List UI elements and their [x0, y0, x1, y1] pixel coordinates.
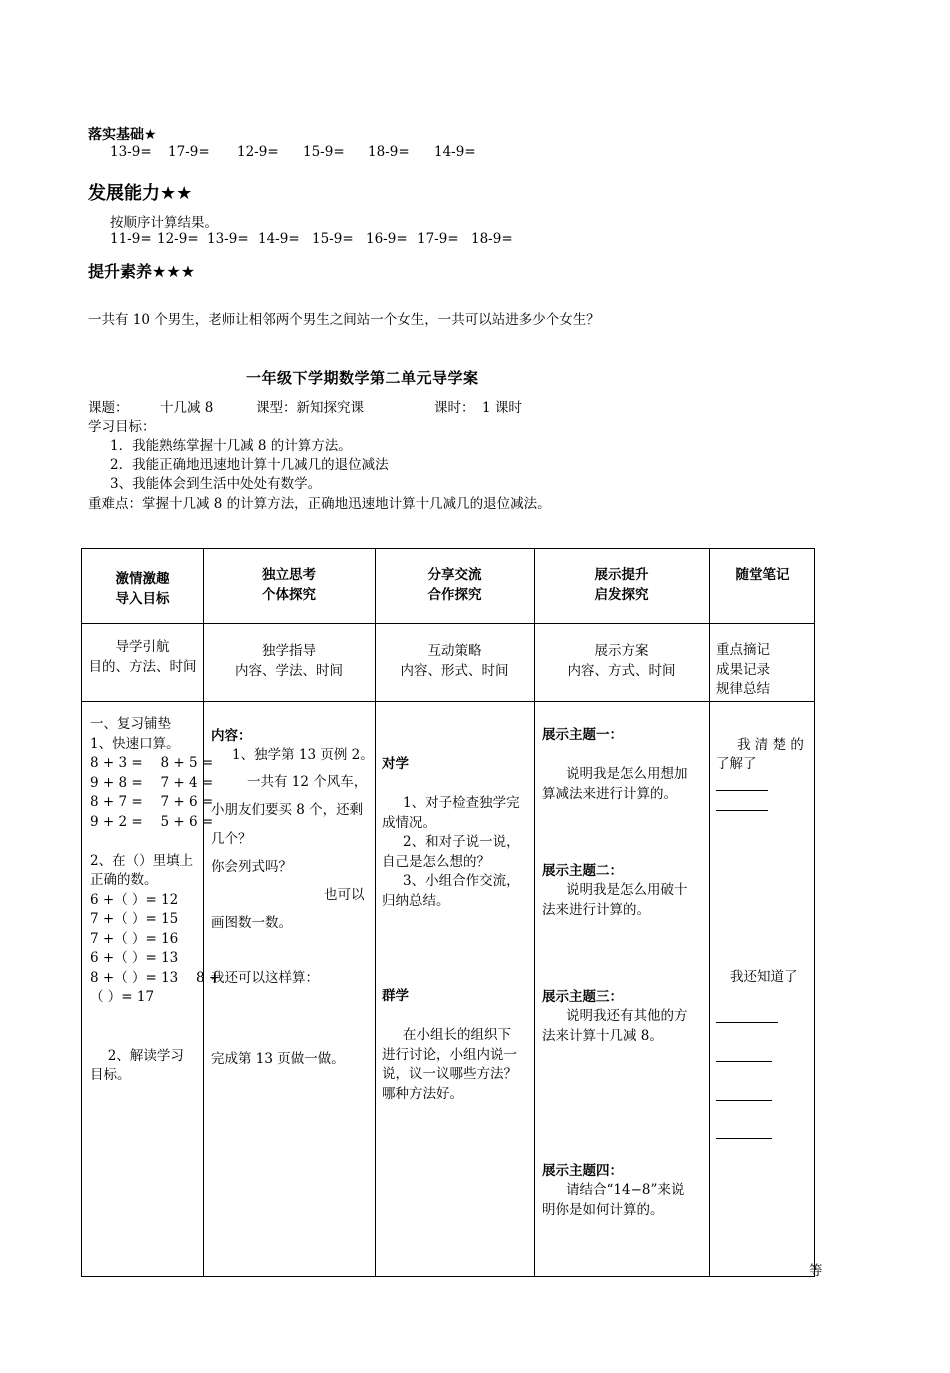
- subheader-cell: [375, 641, 534, 681]
- hours-label: 课时：: [434, 400, 475, 416]
- fill-item: 7 +（ ）= 15: [90, 911, 179, 927]
- subheader-line: 内容、形式、时间: [400, 663, 509, 679]
- subheader-line: 展示方案: [594, 643, 649, 659]
- oral-title: 1、快速口算。: [90, 735, 180, 752]
- goal-item: 1．我能熟练掌握十几减 8 的计算方法。: [110, 438, 352, 454]
- row-divider: [82, 701, 814, 702]
- key-points: 重难点：掌握十几减 8 的计算方法，正确地迅速地计算十几减几的退位减法。: [88, 496, 551, 512]
- fill-item: （ ）= 17: [90, 989, 155, 1005]
- show-line: 说明我是怎么用想加: [566, 766, 688, 782]
- notes-blank: [716, 1021, 778, 1023]
- subheader-cell: [203, 641, 375, 681]
- group-study-block: [382, 1026, 517, 1104]
- exercise-item: 16-9=: [366, 231, 408, 247]
- header-line: 独立思考: [262, 567, 316, 583]
- notes-clear: 了解了: [716, 756, 757, 772]
- pair-study-label: 对学: [382, 756, 409, 772]
- ability-instruction: 按顺序计算结果。: [110, 215, 218, 231]
- show-line: 算减法来进行计算的。: [542, 785, 677, 802]
- lesson-type: 课型：新知探究课: [256, 400, 364, 416]
- notes-clear: 我 清 楚 的: [737, 737, 804, 753]
- exercise-item: 15-9=: [303, 144, 345, 160]
- read-goals: 2、解读学习: [90, 1047, 184, 1064]
- subheader-cell: [534, 641, 709, 681]
- review-title: 一、复习铺垫: [90, 716, 171, 732]
- pair-study-line: 成情况。: [382, 814, 436, 831]
- subheader-line: 成果记录: [716, 661, 770, 678]
- show-line: 法来计算十几减 8。: [542, 1027, 663, 1044]
- topic-value: 十几减 8: [160, 400, 214, 416]
- self-study-line: 画图数一数。: [211, 915, 292, 931]
- show-theme-2: 展示主题二：: [542, 863, 623, 879]
- show-theme-2-text: [542, 881, 688, 920]
- exercise-item: 12-9=: [237, 144, 279, 160]
- fill-item: 7 +（ ）= 16: [90, 930, 179, 947]
- group-study-line: 哪种方法好。: [382, 1085, 463, 1102]
- exercise-item: 12-9=: [157, 231, 199, 247]
- goals-label: 学习目标：: [88, 419, 156, 435]
- subheader-line: 重点摘记: [716, 642, 770, 658]
- oral-item: 8 + 7 = 7 + 6 =: [90, 794, 214, 810]
- header-line: 个体探究: [262, 587, 316, 603]
- show-line: 说明我还有其他的方: [566, 1008, 688, 1024]
- self-study-line: 小朋友们要买 8 个，还剩: [211, 802, 364, 818]
- header-cell: [709, 565, 816, 585]
- oral-item: 9 + 8 = 7 + 4 =: [90, 774, 214, 791]
- header-line: 启发探究: [594, 587, 649, 603]
- header-line: 合作探究: [427, 587, 482, 603]
- review-column: [90, 715, 220, 1086]
- subheader-line: 独学指导: [262, 643, 316, 659]
- subheader-cell: [716, 641, 770, 700]
- header-cell: [534, 565, 709, 605]
- show-theme-1-text: [542, 765, 688, 804]
- group-study-line: 进行讨论，小组内说一: [382, 1046, 517, 1063]
- exercise-item: 18-9=: [368, 144, 410, 160]
- pair-study-line: 自己是怎么想的？: [382, 853, 490, 870]
- self-study-line: 1、独学第 13 页例 2。: [232, 747, 374, 763]
- goal-item: 3、我能体会到生活中处处有数学。: [110, 476, 322, 492]
- exercise-item: 14-9=: [434, 144, 476, 160]
- fill-title: 正确的数。: [90, 872, 158, 888]
- show-theme-1: 展示主题一：: [542, 727, 623, 743]
- exercise-item: 13-9=: [110, 144, 152, 160]
- show-theme-4-text: [542, 1181, 684, 1220]
- notes-blank: [716, 1060, 772, 1062]
- fill-item: 6 +（ ）= 13: [90, 950, 179, 966]
- notes-know: 我还知道了: [730, 969, 798, 985]
- show-theme-3: 展示主题三：: [542, 989, 623, 1005]
- show-line: 说明我是怎么用破十: [566, 882, 688, 898]
- trailing-text: 等: [809, 1263, 823, 1279]
- self-study-line: 也可以: [324, 887, 365, 903]
- fill-title: 2、在（）里填上: [90, 852, 194, 869]
- goal-item: 2．我能正确地迅速地计算十几减几的退位减法: [110, 457, 389, 473]
- exercise-item: 18-9=: [471, 231, 513, 247]
- notes-blank: [716, 809, 768, 811]
- pair-study-line: 3、小组合作交流，: [403, 873, 520, 889]
- subheader-line: 导学引航: [115, 639, 170, 655]
- exercise-item: 15-9=: [312, 231, 354, 247]
- subheader-line: 规律总结: [716, 681, 770, 697]
- fill-item: 8 +（ ）= 13 8 +: [90, 969, 221, 986]
- exercise-item: 17-9=: [168, 144, 210, 160]
- pair-study-block: [382, 794, 520, 911]
- header-cell: [203, 565, 375, 605]
- notes-blank: [716, 789, 768, 791]
- header-cell: [375, 565, 534, 605]
- section-heading-literacy: 提升素养★★★: [88, 262, 196, 281]
- pair-study-line: 归纳总结。: [382, 892, 450, 909]
- header-line: 随堂笔记: [735, 567, 790, 583]
- topic-label: 课题：: [88, 400, 129, 416]
- section-heading-ability: 发展能力★★: [88, 183, 193, 204]
- spacer: [90, 1008, 220, 1047]
- hours-value: 1 课时: [482, 400, 522, 416]
- subheader-line: 目的、方法、时间: [88, 659, 197, 675]
- exercise-item: 13-9=: [207, 231, 249, 247]
- show-line: 法来进行计算的。: [542, 901, 650, 918]
- self-study-line: 一共有 12 个风车，: [247, 774, 368, 790]
- content-label: 内容：: [211, 728, 252, 744]
- read-goals: 目标。: [90, 1067, 131, 1083]
- subheader-line: 内容、方式、时间: [567, 663, 676, 679]
- show-line: 明你是如何计算的。: [542, 1201, 664, 1218]
- subheader-line: 互动策略: [427, 643, 482, 659]
- group-study-line: 说，议一议哪些方法？: [382, 1066, 517, 1082]
- self-study-line: 完成第 13 页做一做。: [211, 1051, 345, 1067]
- spacer: [90, 832, 220, 852]
- exercise-item: 14-9=: [258, 231, 300, 247]
- notes-blank: [716, 1137, 772, 1139]
- column-divider: [709, 549, 710, 1276]
- notes-blank: [716, 1099, 772, 1101]
- header-line: 分享交流: [427, 567, 482, 583]
- exercise-item: 17-9=: [417, 231, 459, 247]
- pair-study-line: 2、和对子说一说，: [403, 834, 520, 850]
- section-heading-basic: 落实基础★: [88, 127, 157, 143]
- self-study-line: 几个？: [211, 831, 252, 847]
- header-line: 展示提升: [594, 567, 649, 583]
- oral-item: 9 + 2 = 5 + 6 =: [90, 813, 214, 830]
- show-theme-4: 展示主题四：: [542, 1163, 623, 1179]
- show-line: 请结合“14−8”来说: [566, 1182, 685, 1198]
- self-study-line: 我还可以这样算：: [211, 970, 319, 986]
- header-cell: [82, 569, 203, 609]
- self-study-line: 你会列式吗？: [211, 859, 292, 875]
- fill-item: 6 +（ ）= 12: [90, 891, 179, 908]
- pair-study-line: 1、对子检查独学完: [403, 795, 520, 811]
- oral-item: 8 + 3 = 8 + 5 =: [90, 755, 214, 771]
- header-line: 激情激趣: [115, 571, 170, 587]
- header-line: 导入目标: [115, 591, 170, 607]
- row-divider: [82, 623, 814, 624]
- exercise-item: 11-9=: [110, 231, 152, 247]
- page-title: 一年级下学期数学第二单元导学案: [246, 369, 479, 387]
- subheader-cell: [82, 637, 203, 677]
- show-theme-3-text: [542, 1007, 688, 1046]
- group-study-label: 群学: [382, 988, 409, 1004]
- literacy-question: 一共有 10 个男生，老师让相邻两个男生之间站一个女生，一共可以站进多少个女生？: [88, 312, 600, 328]
- lesson-table: [81, 548, 815, 1277]
- group-study-line: 在小组长的组织下: [403, 1027, 511, 1043]
- subheader-line: 内容、学法、时间: [235, 663, 343, 679]
